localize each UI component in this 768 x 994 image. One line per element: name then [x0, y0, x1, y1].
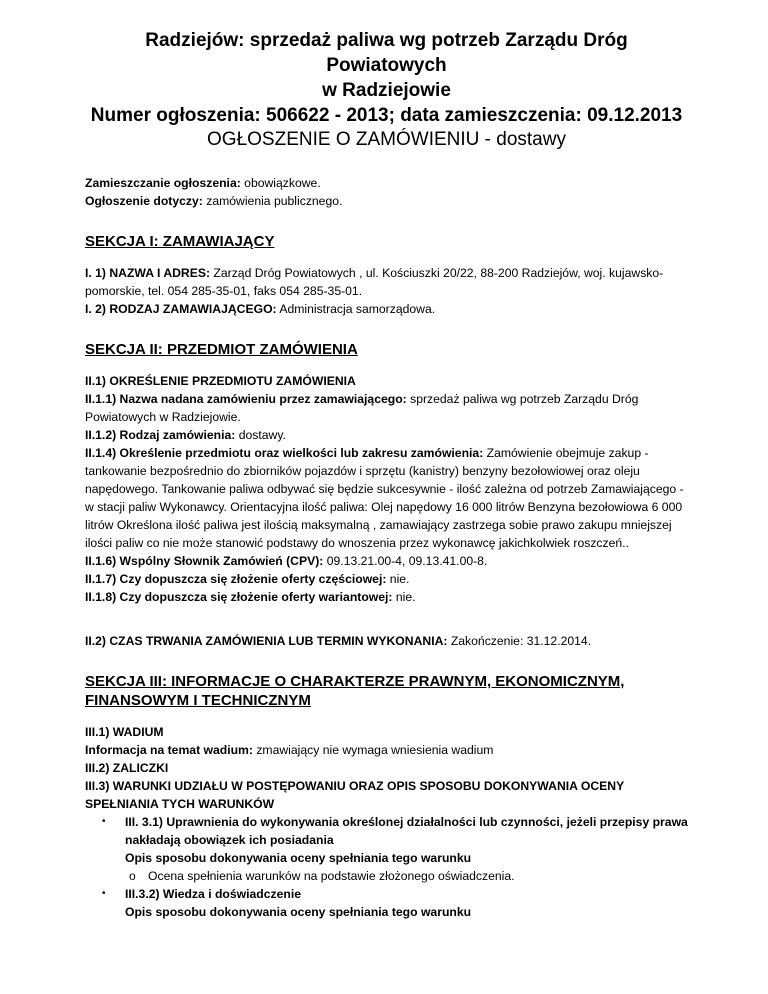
- partial-offer-label: II.1.7) Czy dopuszcza się złożenie oferty częściowej:: [85, 572, 387, 586]
- contracting-name-value: Zarząd Dróg Powiatowych , ul. Kościuszki 20/22, 88-200 Radziejów, woj. kujawsko-pomorskie, tel. 054 285-35-01, faks 054 285-35-01.: [85, 266, 664, 298]
- bullet-icon: •: [102, 816, 106, 827]
- contract-scope-label: II.1.4) Określenie przedmiotu oraz wielkości lub zakresu zamówienia:: [85, 446, 484, 460]
- circle-bullet-icon: o: [129, 869, 136, 883]
- section-1-heading: SEKCJA I: ZAMAWIAJĄCY: [85, 233, 275, 250]
- bullet-icon: •: [102, 888, 106, 899]
- variant-offer-label: II.1.8) Czy dopuszcza się złożenie oferty wariantowej:: [85, 590, 393, 604]
- condition-1-description-label: Opis sposobu dokonywania oceny spełniania tego warunku: [125, 851, 472, 865]
- concerns-line: [85, 192, 688, 210]
- condition-2-description-label: Opis sposobu dokonywania oceny spełniania tego warunku: [125, 905, 472, 919]
- cpv-codes: [85, 552, 688, 570]
- placement-value: obowiązkowe.: [240, 176, 321, 190]
- variant-offer-value: nie.: [392, 590, 416, 604]
- partial-offer-value: nie.: [386, 572, 410, 586]
- placement-label: Zamieszczanie ogłoszenia:: [85, 176, 241, 190]
- conditions-heading: III.3) WARUNKI UDZIAŁU W POSTĘPOWANIU ORAZ OPIS SPOSOBU DOKONYWANIA OCENY SPEŁNIANIA TYCH WARUNKÓW: [85, 779, 624, 811]
- section-3-heading: SEKCJA III: INFORMACJE O CHARAKTERZE PRAWNYM, EKONOMICZNYM, FINANSOWYM I TECHNICZNYM: [85, 673, 625, 709]
- contract-name-label: II.1.1) Nazwa nadana zamówieniu przez zamawiającego:: [85, 392, 407, 406]
- partial-offer: [85, 570, 688, 588]
- condition-2-title: III.3.2) Wiedza i doświadczenie: [125, 887, 301, 901]
- subject-determination-heading: II.1) OKREŚLENIE PRZEDMIOTU ZAMÓWIENIA: [85, 374, 356, 388]
- wadium-heading: III.1) WADIUM: [85, 725, 164, 739]
- variant-offer: [85, 588, 688, 606]
- contract-name-value: sprzedaż paliwa wg potrzeb Zarządu Dróg Powiatowych w Radziejowie.: [85, 392, 639, 424]
- list-item: [102, 813, 688, 885]
- contract-duration-value: Zakończenie: 31.12.2014.: [447, 634, 592, 648]
- contracting-name-label: I. 1) NAZWA I ADRES:: [85, 266, 211, 280]
- wadium-info-value: zmawiający nie wymaga wniesienia wadium: [252, 743, 494, 757]
- advances-heading: III.2) ZALICZKI: [85, 761, 169, 775]
- contracting-type: [85, 300, 688, 318]
- conditions-list: [85, 813, 688, 921]
- list-item: [129, 867, 688, 885]
- contract-kind-value: dostawy.: [235, 428, 286, 442]
- contract-kind: [85, 426, 688, 444]
- placement-line: [85, 174, 688, 192]
- section-2-heading: SEKCJA II: PRZEDMIOT ZAMÓWIENIA: [85, 341, 358, 358]
- condition-1-title: III. 3.1) Uprawnienia do wykonywania określonej działalności lub czynności, jeżeli przepisy prawa nakładają obowiązek ich posiadania: [125, 815, 688, 847]
- concerns-value: zamówienia publicznego.: [202, 194, 343, 208]
- document-title-line-2: w Radziejowie: [322, 80, 451, 101]
- contracting-type-value: Administracja samorządowa.: [276, 302, 436, 316]
- contracting-type-label: I. 2) RODZAJ ZAMAWIAJĄCEGO:: [85, 302, 277, 316]
- contract-duration: [85, 632, 688, 650]
- concerns-label: Ogłoszenie dotyczy:: [85, 194, 203, 208]
- contracting-name-address: [85, 264, 688, 300]
- list-item: [102, 885, 688, 921]
- contract-duration-label: II.2) CZAS TRWANIA ZAMÓWIENIA LUB TERMIN WYKONANIA:: [85, 634, 448, 648]
- cpv-value: 09.13.21.00-4, 09.13.41.00-8.: [323, 554, 488, 568]
- document-title-line-1: Radziejów: sprzedaż paliwa wg potrzeb Zarządu Dróg Powiatowych: [145, 30, 628, 76]
- contract-name: [85, 390, 688, 426]
- condition-1-sublist: [125, 867, 688, 885]
- contract-scope: [85, 444, 688, 552]
- contract-kind-label: II.1.2) Rodzaj zamówienia:: [85, 428, 236, 442]
- wadium-info-label: Informacja na temat wadium:: [85, 743, 253, 757]
- contract-scope-value: Zamówienie obejmuje zakup - tankowanie bezpośrednio do zbiorników pojazdów i sprzętu (kanistry) benzyny bezołowiowej oraz oleju napędowego. Tankowanie paliwa odbywać się będzie sukcesywnie - ilość zależna od potrzeb Zamawiającego - w stacji paliw Wykonawcy. Orientacyjna ilość paliwa: Olej napędowy 16 000 litrów Benzyna bezołowiowa 6 000 litrów Określona ilość paliwa jest ilością maksymalną , zamawiający zastrzega sobie prawo zakupu mniejszej ilości paliw co nie może stanowić podstawy do wnoszenia przez wykonawcę jakichkolwiek roszczeń..: [85, 446, 684, 550]
- announcement-number-line: Numer ogłoszenia: 506622 - 2013; data zamieszczenia: 09.12.2013: [90, 105, 683, 126]
- spacer: [85, 606, 688, 632]
- document-subtitle: OGŁOSZENIE O ZAMÓWIENIU - dostawy: [207, 129, 566, 150]
- condition-1-assessment: Ocena spełnienia warunków na podstawie złożonego oświadczenia.: [148, 869, 515, 883]
- cpv-label: II.1.6) Wspólny Słownik Zamówień (CPV):: [85, 554, 324, 568]
- wadium-info: [85, 741, 688, 759]
